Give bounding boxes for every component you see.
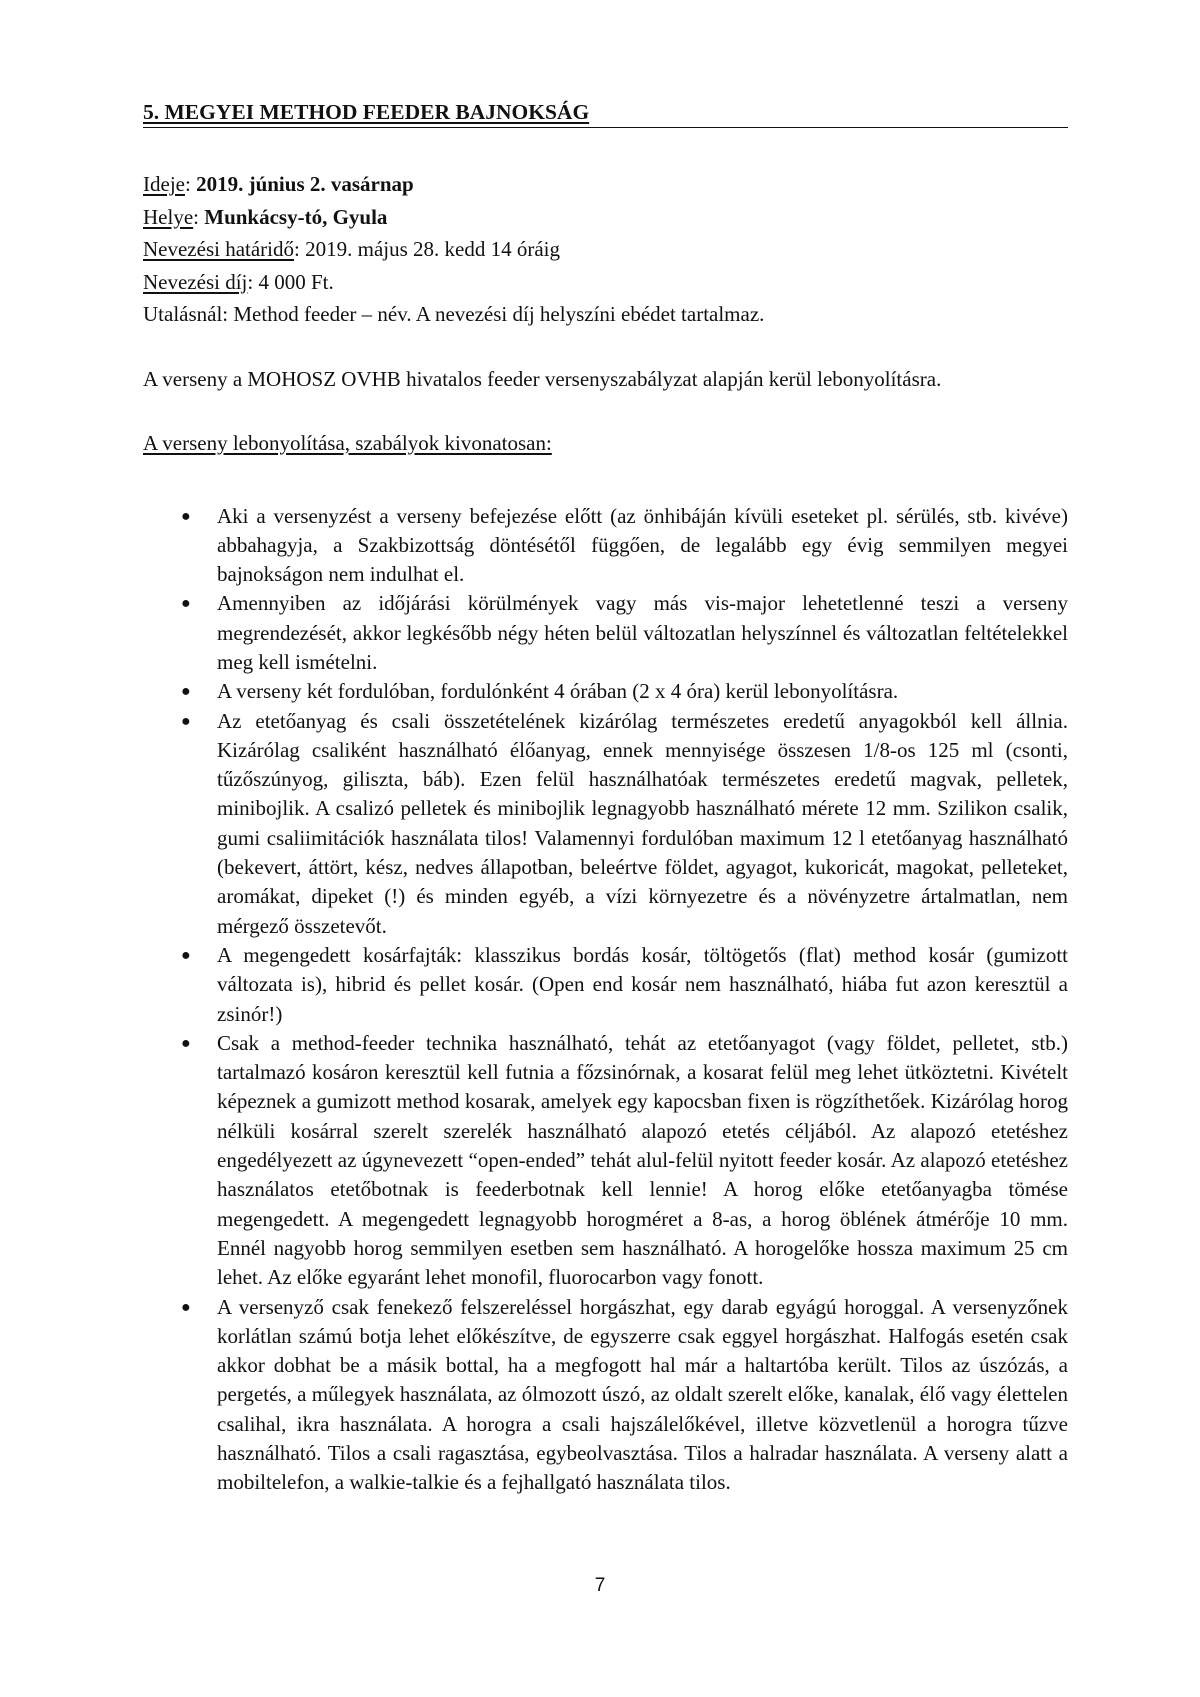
intro-paragraph: A verseny a MOHOSZ OVHB hivatalos feeder versenyszabályzat alapján kerül lebonyolításra. — [143, 366, 942, 391]
deadline-line: Nevezési határidő: 2019. május 28. kedd 14 óráig — [143, 237, 560, 261]
list-item — [143, 707, 1068, 941]
list-item — [143, 1029, 1068, 1293]
rules-list — [143, 502, 1068, 1498]
bullet-icon: ● — [181, 595, 191, 613]
bullet-icon: ● — [181, 507, 191, 525]
bullet-icon: ● — [181, 683, 191, 701]
rule-text: Aki a versenyzést a verseny befejezése előtt (az önhibáján kívüli eseteket pl. sérülés, stb. kivéve) abbahagyja, a Szakbizottság döntésétől függően, de legalább egy évig semmilyen megyei bajnokságon nem indulhat el. — [217, 503, 1068, 587]
rule-text: Csak a method-feeder technika használható, tehát az etetőanyagot (vagy földet, pelletet, stb.) tartalmazó kosáron keresztül kell futnia a főzsinórnak, a kosarat felül meg lehet ütköztetni. Kivételt képeznek a gumizott method kosarak, amelyek egy kapocsban fixen is rögzíthetőek. Kizárólag horog nélküli kosárral szerelt szerelék használható alapozó etetés céljából. Az alapozó etetéshez engedélyezett az úgynevezett “open-ended” tehát alul-felül nyitott feeder kosár. Az alapozó etetéshez használatos etetőbotnak is feederbotnak kell lennie! A horog előke etetőanyagba tömése megengedett. A megengedett legnagyobb horogméret a 8-as, a horog öblének átmérője 10 mm. Ennél nagyobb horog semmilyen esetben sem használható. A horogelőke hossza maximum 25 cm lehet. Az előke egyaránt lehet monofil, fluorocarbon vagy fonott. — [217, 1030, 1068, 1290]
date-label: Ideje — [143, 172, 185, 196]
rules-title: A verseny lebonyolítása, szabályok kivonatosan: — [143, 430, 552, 455]
event-info — [143, 168, 1068, 331]
page-number: 7 — [594, 1575, 606, 1596]
list-item — [143, 589, 1068, 677]
place-label: Helye — [143, 204, 194, 229]
bullet-icon: ● — [181, 1298, 191, 1316]
list-item — [143, 1293, 1068, 1498]
place-value: Munkácsy-tó, Gyula — [204, 204, 388, 229]
deadline-label: Nevezési határidő — [143, 237, 295, 261]
place-line: Helye: Munkácsy-tó, Gyula — [143, 204, 388, 229]
rule-text: A verseny két fordulóban, fordulónként 4 órában (2 x 4 óra) kerül lebonyolításra. — [217, 679, 899, 704]
transfer-note: Utalásnál: Method feeder – név. A nevezési díj helyszíni ebédet tartalmaz. — [143, 302, 765, 326]
rule-text: Az etetőanyag és csali összetételének kizárólag természetes eredetű anyagokból kell állnia. Kizárólag csaliként használható élőanyag, ennek mennyisége összesen 1/8-os 125 ml (csonti, tűzőszúnyog, giliszta, báb). Ezen felül használhatóak természetes eredetű magvak, pelletek, minibojlik. A csalizó pelletek és minibojlik legnagyobb használható mérete 12 mm. Szilikon csalik, gumi csaliimitációk használata tilos! Valamennyi fordulóban maximum 12 l etetőanyag használható (bekevert, áttört, kész, nedves állapotban, beleértve földet, agyagot, kukoricát, magokat, pelleteket, aromákat, dipeket (!) és minden egyéb, a vízi környezetre és a növényzetre ártalmatlan, nem mérgező összetevőt. — [217, 708, 1068, 938]
list-item — [143, 677, 1068, 706]
bullet-icon: ● — [181, 712, 191, 730]
document-page — [143, 98, 1068, 1498]
rule-text: A versenyző csak fenekező felszereléssel horgászhat, egy darab egyágú horoggal. A versenyzőnek korlátlan számú botja lehet előkészítve, de egyszerre csak eggyel horgászhat. Halfogás esetén csak akkor dobhat be a másik bottal, ha a megfogott hal már a haltartóba került. Tilos az úszózás, a pergetés, a műlegyek használata, az ólmozott úszó, az oldalt szerelt előke, kanalak, élő vagy élettelen csalihal, ikra használata. A horogra a csali hajszálelőkével, illetve közvetlenül a horogra tűzve használható. Tilos a csali ragasztása, egybeolvasztása. Tilos a halradar használata. A verseny alatt a mobiltelefon, a walkie-talkie és a fejhallgató használata tilos. — [217, 1294, 1068, 1495]
rule-text: A megengedett kosárfajták: klasszikus bordás kosár, töltögetős (flat) method kosár (gumizott változata is), hibrid és pellet kosár. (Open end kosár nem használható, hiába fut azon keresztül a zsinór!) — [217, 942, 1068, 1026]
section-heading: 5. MEGYEI METHOD FEEDER BAJNOKSÁG — [143, 98, 1068, 128]
bullet-icon: ● — [181, 946, 191, 964]
list-item — [143, 941, 1068, 1029]
fee-label: Nevezési díj — [143, 269, 248, 294]
date-value: 2019. június 2. vasárnap — [196, 172, 414, 196]
date-line: Ideje: 2019. június 2. vasárnap — [143, 172, 414, 196]
list-item — [143, 502, 1068, 590]
fee-line: Nevezési díj: 4 000 Ft. — [143, 269, 334, 294]
deadline-value: 2019. május 28. kedd 14 óráig — [305, 237, 560, 261]
bullet-icon: ● — [181, 1034, 191, 1052]
fee-value: 4 000 Ft. — [258, 269, 334, 294]
rule-text: Amennyiben az időjárási körülmények vagy más vis-major lehetetlenné teszi a verseny megrendezését, akkor legkésőbb négy héten belül változatlan helyszínnel és változatlan feltételekkel meg kell ismételni. — [217, 591, 1068, 674]
